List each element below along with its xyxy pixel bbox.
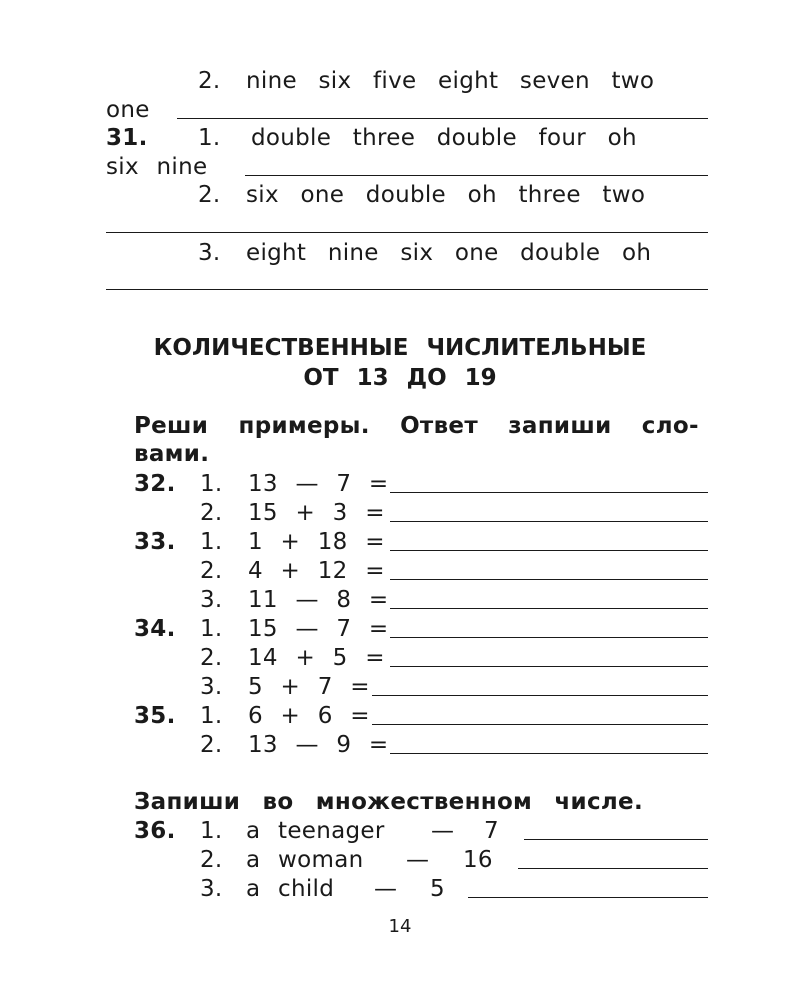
ex31-item3-number: 3. [198, 240, 221, 266]
section-title-line2: ОТ 13 ДО 19 [303, 365, 497, 391]
ex36-item1-word: a teenager [246, 818, 385, 844]
ex32-number: 32. [134, 471, 176, 497]
ex33-item2-expr: 4 + 12 = [248, 558, 385, 584]
ex36-item1-dash: — [431, 818, 455, 844]
ex35-item1-expr: 6 + 6 = [248, 703, 370, 729]
answer-line [372, 695, 708, 696]
ex36-item2-dash: — [406, 847, 430, 873]
ex36-item2-word: a woman [246, 847, 364, 873]
answer-line [390, 666, 708, 667]
answer-line [372, 724, 708, 725]
ex30-item2-text: nine six five eight seven two [246, 68, 655, 94]
ex35-item2-expr: 13 — 9 = [248, 732, 389, 758]
ex36-item1-count: 7 [484, 818, 499, 844]
ex34-item1-number: 1. [200, 616, 223, 642]
ex33-number: 33. [134, 529, 176, 555]
answer-line [524, 839, 708, 840]
ex36-item3-number: 3. [200, 876, 223, 902]
answer-line [390, 753, 708, 754]
section-title-line1: КОЛИЧЕСТВЕННЫЕ ЧИСЛИТЕЛЬНЫЕ [153, 335, 647, 361]
instruction-solve: Реши примеры. Ответ запиши сло- [134, 413, 699, 439]
ex32-item2-expr: 15 + 3 = [248, 500, 385, 526]
ex31-number: 31. [106, 125, 148, 151]
ex30-item2-number: 2. [198, 68, 221, 94]
answer-line [106, 289, 708, 290]
ex31-item1-number: 1. [198, 125, 221, 151]
ex30-item2-text-cont: one [106, 97, 150, 123]
ex32-item2-number: 2. [200, 500, 223, 526]
ex33-item1-number: 1. [200, 529, 223, 555]
answer-line [390, 550, 708, 551]
answer-line [390, 492, 708, 493]
ex36-item3-dash: — [374, 876, 398, 902]
ex33-item2-number: 2. [200, 558, 223, 584]
instruction-solve-cont: вами. [134, 441, 210, 467]
ex36-item3-word: a child [246, 876, 335, 902]
ex36-item1-number: 1. [200, 818, 223, 844]
ex36-item2-count: 16 [463, 847, 493, 873]
answer-line [390, 579, 708, 580]
ex35-number: 35. [134, 703, 176, 729]
ex32-item1-number: 1. [200, 471, 223, 497]
ex34-item2-number: 2. [200, 645, 223, 671]
ex32-item1-expr: 13 — 7 = [248, 471, 389, 497]
ex36-number: 36. [134, 818, 176, 844]
ex34-item3-number: 3. [200, 674, 223, 700]
ex31-item2-text: six one double oh three two [246, 182, 646, 208]
ex36-item2-number: 2. [200, 847, 223, 873]
page-number: 14 [388, 916, 412, 937]
ex31-item1-text-cont: six nine [106, 154, 208, 180]
ex35-item1-number: 1. [200, 703, 223, 729]
ex33-item3-number: 3. [200, 587, 223, 613]
instruction-plural: Запиши во множественном числе. [134, 789, 643, 815]
ex34-item2-expr: 14 + 5 = [248, 645, 385, 671]
answer-line [468, 897, 708, 898]
answer-line [518, 868, 708, 869]
answer-line [390, 608, 708, 609]
ex34-item1-expr: 15 — 7 = [248, 616, 389, 642]
answer-line [390, 637, 708, 638]
ex33-item1-expr: 1 + 18 = [248, 529, 385, 555]
ex31-item3-text: eight nine six one double oh [246, 240, 652, 266]
ex34-number: 34. [134, 616, 176, 642]
ex31-item2-number: 2. [198, 182, 221, 208]
ex35-item2-number: 2. [200, 732, 223, 758]
answer-line [245, 175, 708, 176]
ex36-item3-count: 5 [430, 876, 445, 902]
answer-line [106, 232, 708, 233]
ex31-item1-text: double three double four oh [251, 125, 637, 151]
ex34-item3-expr: 5 + 7 = [248, 674, 370, 700]
ex33-item3-expr: 11 — 8 = [248, 587, 389, 613]
answer-line [177, 118, 708, 119]
answer-line [390, 521, 708, 522]
